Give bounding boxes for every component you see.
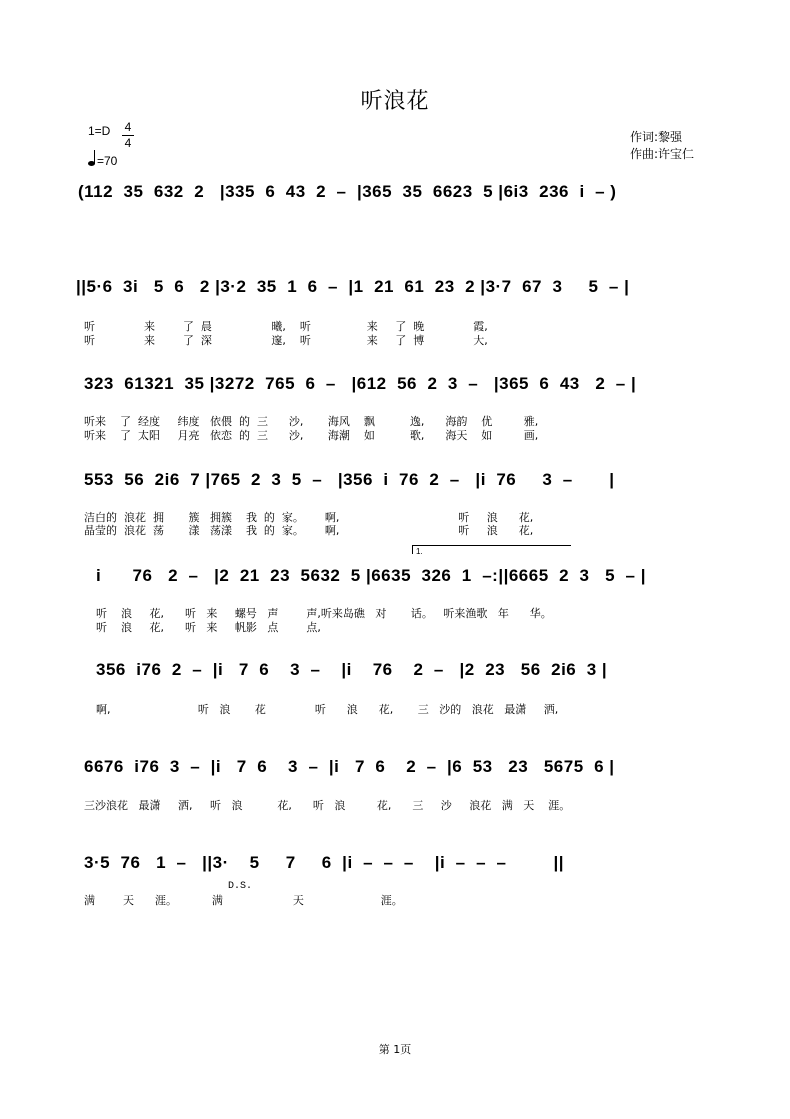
dal-segno-mark: D.S. (228, 881, 253, 892)
lyrics-system-4-verse-1: 洁白的 浪花 拥 簇 拥簇 我 的 家。 啊, 听 浪 花, (84, 511, 534, 524)
lyrics-system-4-verse-2: 晶莹的 浪花 荡 漾 荡漾 我 的 家。 啊, 听 浪 花, (84, 524, 534, 537)
composer-credit: 作曲:许宝仁 (630, 147, 695, 161)
notes-system-3: 323 61321 35 |3272 765 6 – |612 56 2 3 – |365 6 43 2 – | (84, 374, 637, 393)
notes-system-6: 356 i76 2 – |i 7 6 3 – |i 76 2 – |2 23 56 2i6 3 | (96, 660, 608, 679)
lyrics-system-5-verse-2: 听 浪 花, 听 来 帆影 点 点, (96, 621, 321, 634)
lyrics-system-3-verse-2: 听来 了 太阳 月亮 依恋 的 三 沙, 海潮 如 歌, 海天 如 画, (84, 429, 539, 442)
notes-system-2: ||5·6 3i 5 6 2 |3·2 35 1 6 – |1 21 61 23 2 |3·7 67 3 5 – | (76, 277, 630, 296)
lyricist-credit: 作词:黎强 (630, 130, 683, 144)
notes-system-5: i 76 2 – |2 21 23 5632 5 |6635 326 1 –:||6665 2 3 5 – | (96, 566, 646, 585)
lyrics-system-3-verse-1: 听来 了 经度 纬度 依偎 的 三 沙, 海风 飘 逸, 海韵 优 雅, (84, 415, 539, 428)
lyrics-system-6: 啊, 听 浪 花 听 浪 花, 三 沙的 浪花 最潇 洒, (96, 703, 559, 716)
lyrics-system-2-verse-2: 听 来 了 深 邃, 听 来 了 博 大, (84, 334, 488, 347)
lyrics-system-5-verse-1: 听 浪 花, 听 来 螺号 声 声,听来岛礁 对 话。 听来渔歌 年 华。 (96, 607, 552, 620)
lyrics-system-2-verse-1: 听 来 了 晨 曦, 听 来 了 晚 霞, (84, 320, 488, 333)
notes-system-4: 553 56 2i6 7 |765 2 3 5 – |356 i 76 2 – |i 76 3 – | (84, 470, 615, 489)
time-signature (122, 120, 134, 151)
song-title: 听浪花 (360, 89, 430, 114)
lyrics-system-7: 三沙浪花 最潇 洒, 听 浪 花, 听 浪 花, 三 沙 浪花 满 天 涯。 (84, 799, 571, 812)
notes-system-8: 3·5 76 1 – ||3· 5 7 6 |i – – – |i – – – || (84, 853, 564, 872)
tempo-marking (88, 154, 117, 168)
volta-bracket (412, 545, 571, 554)
page-footer: 第 1页 (378, 1043, 412, 1056)
lyrics-system-8: 满 天 涯。 满 天 涯。 (84, 894, 403, 907)
key-signature: 1=D (88, 124, 111, 138)
time-sig-top: 4 (124, 120, 132, 134)
notes-system-1: (112 35 632 2 |335 6 43 2 – |365 35 6623 5 |6i3 236 i – ) (78, 182, 617, 201)
volta-label: 1. (416, 547, 423, 556)
quarter-note-icon (88, 161, 95, 166)
notes-system-7: 6676 i76 3 – |i 7 6 3 – |i 7 6 2 – |6 53 23 5675 6 | (84, 757, 615, 776)
time-sig-bottom: 4 (122, 135, 134, 151)
tempo-value: =70 (97, 154, 118, 168)
